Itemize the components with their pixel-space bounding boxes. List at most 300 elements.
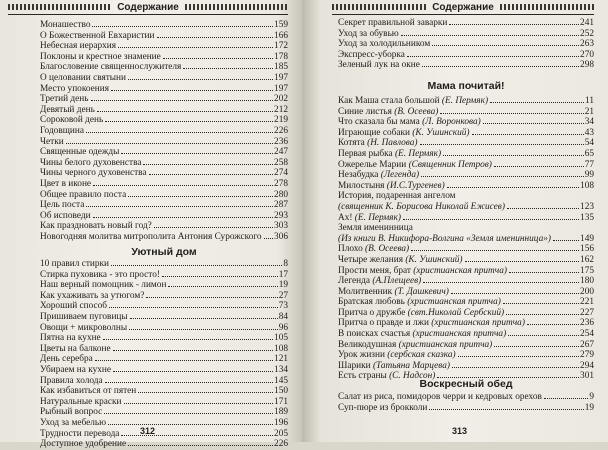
toc-page-number: 185 (274, 62, 288, 73)
toc-entry-author: (Е. Пермяк) (441, 96, 489, 106)
toc-page-number: 134 (274, 364, 288, 375)
section-title: Уютный дом (131, 246, 197, 258)
toc-page-number: 227 (580, 307, 594, 318)
toc-page-number: 280 (274, 189, 288, 200)
toc-entry-author: (Легенда) (380, 170, 420, 181)
dot-leader (451, 293, 579, 294)
toc-entry-title: Трудности перевода (40, 428, 120, 439)
toc-page-number: 226 (274, 125, 288, 136)
dot-leader (420, 144, 584, 145)
toc-entry (338, 350, 594, 361)
dot-leader (121, 153, 273, 154)
toc-page-number: 19 (278, 280, 288, 291)
toc-list (40, 20, 288, 242)
toc-entry (338, 202, 594, 213)
toc-entry (338, 39, 594, 50)
dot-leader (449, 24, 579, 25)
toc-entry (338, 191, 594, 202)
toc-page-number: 77 (584, 159, 594, 170)
toc-entry (40, 137, 288, 148)
toc-entry-title: Шарики (Татьяна Марцева) (338, 360, 451, 371)
toc-entry-title: Цветы на балконе (40, 343, 111, 354)
dot-leader (411, 250, 579, 251)
toc-entry (338, 160, 594, 171)
toc-page-number: 54 (584, 138, 594, 149)
toc-entry-title: Салат из риса, помидоров черри и кедровых орехов (338, 392, 542, 402)
toc-entry-title: Земля именинница (338, 223, 413, 234)
toc-entry-title: Как избавиться от пятен (40, 386, 137, 397)
dot-leader (544, 398, 588, 399)
toc-list (40, 259, 288, 450)
toc-entry (338, 297, 594, 308)
toc-page-number: 270 (580, 49, 594, 60)
right-page (302, 0, 608, 442)
toc-entry-author: (Татьяна Марцева) (372, 360, 451, 371)
toc-entry (338, 340, 594, 351)
toc-entry-title: Пятна на кухне (40, 333, 101, 344)
dot-leader (494, 166, 584, 167)
dot-leader (421, 176, 584, 177)
toc-entry-title: Третий день (40, 94, 89, 105)
toc-page-number: 99 (584, 170, 594, 181)
toc-entry (338, 244, 594, 255)
toc-entry-title: Монашество (40, 20, 91, 30)
dot-leader (104, 413, 273, 414)
toc-list (338, 18, 594, 71)
toc-entry (338, 60, 594, 71)
toc-page-number: 175 (580, 265, 594, 276)
toc-page-number: 17 (278, 269, 288, 280)
toc-page-number: 196 (274, 417, 288, 428)
dot-leader (494, 346, 579, 347)
toc-page-number: 197 (274, 83, 288, 94)
dot-leader (553, 240, 579, 241)
toc-entry-title: Плохо (В. Осеева) (338, 244, 410, 255)
dot-leader (429, 409, 583, 410)
toc-page-number: 96 (278, 322, 288, 333)
decorative-stripes (332, 4, 426, 10)
dot-leader (108, 424, 273, 425)
toc-entry (40, 270, 288, 281)
toc-entry (40, 147, 288, 158)
dot-leader (118, 47, 273, 48)
toc-entry (338, 361, 594, 372)
toc-entry (40, 376, 288, 387)
toc-entry (40, 41, 288, 52)
toc-entry-title: Незабудка (Легенда) (338, 170, 420, 181)
dot-leader (452, 367, 579, 368)
toc-entry-author: (священник К. Борисова Николай Ежисев) (338, 201, 505, 212)
toc-entry-title: Поклоны и крестное знамение (40, 51, 161, 62)
toc-entry-title: Уход за мебелью (40, 417, 107, 428)
dot-leader (113, 350, 273, 351)
toc-entry-title: Небесная иерархия (40, 41, 117, 52)
toc-entry (338, 149, 594, 160)
toc-entry (338, 18, 594, 29)
toc-entry-title: Цель поста (40, 200, 85, 211)
toc-page-number: 293 (274, 210, 288, 221)
toc-entry-title: Девятый день (40, 104, 95, 115)
dot-leader (407, 56, 579, 57)
dot-leader (162, 276, 278, 277)
dot-leader (105, 121, 273, 122)
running-head-title: Содержание (432, 1, 494, 13)
toc-entry-title: Наш верный помощник - лимон (40, 280, 167, 291)
toc-page-number: 156 (580, 244, 594, 255)
toc-entry (338, 308, 594, 319)
toc-entry-title: Как Маша стала большой (Е. Пермяк) (338, 96, 489, 106)
toc-entry-author: (христианская притча) (398, 339, 493, 350)
toc-page-number: 84 (278, 311, 288, 322)
toc-entry (40, 190, 288, 201)
dot-leader (86, 206, 273, 207)
toc-entry-author: (И.С.Тургенев) (386, 180, 445, 191)
running-head (8, 0, 288, 15)
toc-entry (40, 280, 288, 291)
toc-entry-title: Синие листья (В. Осеева) (338, 106, 439, 117)
dot-leader (401, 35, 579, 36)
toc-entry-title: Убираем на кухне (40, 364, 112, 375)
toc-entry (40, 397, 288, 408)
dot-leader (447, 187, 579, 188)
toc-entry (40, 232, 288, 243)
dot-leader (130, 318, 278, 319)
section-title: Воскресный обед (419, 378, 513, 390)
toc-page-number: 303 (274, 221, 288, 232)
toc-page-number: 236 (274, 136, 288, 147)
toc-entry-title: Урок жизни (сербская сказка) (338, 350, 456, 361)
toc-entry (40, 301, 288, 312)
toc-page-number: 121 (274, 354, 288, 365)
toc-entry (338, 213, 594, 224)
toc-entry-title: Общее правило поста (40, 189, 127, 200)
toc-entry-title: Новогодняя молитва митрополита Антония Сурожского (40, 231, 262, 242)
toc-entry (40, 62, 288, 73)
toc-entry-author: (свт.Николай Сербский) (407, 307, 505, 318)
toc-entry-title: Милостыня (И.С.Тургенев) (338, 180, 445, 191)
toc-entry-title: Притча о правде и лжи (христианская притча) (338, 318, 525, 329)
dot-leader (128, 445, 273, 446)
toc-page-number: 189 (274, 407, 288, 418)
toc-entry-author: (С. Надсон) (389, 371, 436, 382)
toc-entry-author: (А.Плещеев) (372, 276, 422, 287)
section-title: Мама почитай! (427, 80, 505, 92)
toc-entry (40, 52, 288, 63)
toc-entry-title: Четки (40, 136, 64, 147)
toc-page-number: 301 (580, 371, 594, 382)
toc-page-number: 19 (584, 402, 594, 413)
toc-entry (40, 211, 288, 222)
toc-entry (40, 291, 288, 302)
dot-leader (490, 102, 584, 103)
dot-leader (124, 403, 274, 404)
toc-entry-title: Как ухаживать за утюгом? (40, 290, 145, 301)
toc-page-number: 274 (274, 168, 288, 179)
toc-entry-title: Место упокоения (40, 83, 109, 94)
toc-entry (40, 126, 288, 137)
dot-leader (93, 217, 274, 218)
toc-page-number: 221 (580, 297, 594, 308)
toc-entry (40, 407, 288, 418)
running-head (332, 0, 594, 15)
toc-entry (338, 392, 594, 403)
toc-entry (338, 276, 594, 287)
toc-entry (338, 107, 594, 118)
toc-entry (338, 170, 594, 181)
toc-entry-author: (В. Осеева) (394, 106, 439, 117)
toc-entry-author: (сербская сказка) (387, 350, 456, 361)
toc-page-number: 172 (274, 41, 288, 52)
dot-leader (92, 26, 273, 27)
toc-entry-title: О целовании святыни (40, 72, 127, 83)
decorative-stripes (500, 4, 594, 10)
toc-page-number: 219 (274, 115, 288, 126)
toc-page-number: 123 (580, 201, 594, 212)
toc-entry (40, 354, 288, 365)
toc-entry-title: Хороший способ (40, 301, 107, 312)
toc-page-number: 149 (580, 233, 594, 244)
toc-page-number: 9 (589, 392, 594, 402)
toc-entry (338, 287, 594, 298)
toc-entry-author: (Е. Пермяк) (394, 148, 442, 159)
toc-page-number: 21 (584, 106, 594, 117)
toc-entry-title: Притча о дружбе (свт.Николай Сербский) (338, 307, 505, 318)
dot-leader (423, 282, 579, 283)
toc-page-number: 108 (580, 180, 594, 191)
dot-leader (509, 272, 579, 273)
toc-entry-author: (христианская притча) (407, 297, 501, 308)
toc-page-number: 298 (580, 60, 594, 71)
toc-entry (40, 386, 288, 397)
dot-leader (93, 185, 273, 186)
dot-leader (508, 335, 579, 336)
dot-leader (157, 37, 274, 38)
toc-page-number: 252 (580, 28, 594, 39)
dot-leader (443, 155, 584, 156)
toc-entry (40, 323, 288, 334)
toc-entry (40, 259, 288, 270)
dot-leader (146, 297, 277, 298)
toc-page-number: 65 (584, 148, 594, 159)
page-number: 312 (140, 426, 156, 436)
toc-entry-title: Чины белого духовенства (40, 157, 142, 168)
toc-page-number: 287 (274, 200, 288, 211)
toc-entry-author: (В. Осеева) (365, 244, 410, 255)
toc-page-number: 159 (274, 20, 288, 30)
toc-entry-title: Братская любовь (христианская притча) (338, 297, 501, 308)
toc-page-number: 178 (274, 51, 288, 62)
decorative-stripes (185, 4, 288, 10)
dot-leader (483, 123, 584, 124)
toc-entry-title: Ах! (Е. Пермяк) (338, 212, 401, 223)
toc-entry (338, 255, 594, 266)
toc-page-number: 162 (580, 254, 594, 265)
toc-page-number: 294 (580, 360, 594, 371)
toc-page-number: 254 (580, 329, 594, 340)
dot-leader (105, 382, 273, 383)
toc-page-number: 145 (274, 375, 288, 386)
toc-entry-title: Стирка пуховика - это просто! (40, 269, 160, 280)
toc-entry (40, 179, 288, 190)
toc-page-number: 212 (274, 104, 288, 115)
toc-page-number: 73 (278, 301, 288, 312)
toc-entry-title: Пришиваем пуговицы (40, 311, 128, 322)
dot-leader (403, 219, 579, 220)
toc-entry-title: Сороковой день (40, 115, 104, 126)
toc-entry (40, 73, 288, 84)
dot-leader (264, 238, 273, 239)
toc-entry-title: Секрет правильной заварки (338, 18, 448, 28)
toc-entry-title: Легенда (А.Плещеев) (338, 276, 422, 287)
dot-leader (91, 100, 274, 101)
left-page (0, 0, 302, 450)
toc-page-number: 236 (580, 318, 594, 329)
toc-entry (338, 403, 594, 414)
toc-entry-author: (К. Ушинский) (405, 254, 463, 265)
toc-entry-title: Есть страны (С. Надсон) (338, 371, 436, 382)
toc-entry-title: История, подаренная ангелом (338, 191, 456, 202)
toc-page-number: 202 (274, 94, 288, 105)
toc-entry-title: Котята (Н. Павлова) (338, 138, 418, 149)
toc-entry-title: Годовщина (40, 125, 84, 136)
toc-entry (40, 429, 288, 440)
toc-entry (40, 221, 288, 232)
toc-entry (40, 168, 288, 179)
toc-page-number: 205 (274, 428, 288, 439)
toc-entry-title: Цвет в иконе (40, 178, 92, 189)
toc-entry-title (338, 234, 551, 245)
toc-entry (40, 158, 288, 169)
toc-entry (40, 344, 288, 355)
dot-leader (507, 208, 579, 209)
toc-page-number: 197 (274, 72, 288, 83)
toc-page-number: 11 (585, 96, 594, 106)
toc-entry-title: Прости меня, брат (христианская притча) (338, 265, 507, 276)
toc-page-number: 263 (580, 39, 594, 50)
toc-entry (338, 329, 594, 340)
toc-entry-title (338, 202, 505, 213)
dot-leader (458, 356, 579, 357)
toc-entry (40, 94, 288, 105)
toc-entry (40, 418, 288, 429)
toc-page-number: 247 (274, 147, 288, 158)
decorative-stripes (8, 4, 111, 10)
toc-entry-title: Экспресс-уборка (338, 49, 405, 60)
toc-entry-author: (Н. Павлова) (367, 138, 418, 149)
dot-leader (432, 45, 579, 46)
dot-leader (129, 329, 278, 330)
toc-entry-author: (христианская притча) (412, 329, 507, 340)
dot-leader (95, 360, 273, 361)
toc-entry-title: Четыре желания (К. Ушинский) (338, 254, 463, 265)
toc-page-number: 150 (274, 386, 288, 397)
toc-entry-title: В поисках счастья (христианская притча) (338, 329, 507, 340)
toc-entry-author: (Священник Петров) (408, 159, 492, 170)
toc-entry (338, 117, 594, 128)
dot-leader (506, 314, 579, 315)
toc-entry (40, 20, 288, 31)
dot-leader (527, 324, 579, 325)
toc-page-number: 258 (274, 157, 288, 168)
toc-entry (40, 105, 288, 116)
toc-entry-title: Священные одежды (40, 147, 120, 158)
page-number: 313 (452, 426, 468, 436)
toc-entry (338, 181, 594, 192)
dot-leader (109, 307, 278, 308)
dot-leader (149, 174, 274, 175)
toc-entry (40, 84, 288, 95)
toc-page-number: 108 (274, 343, 288, 354)
toc-entry-title: Овощи + микроволны (40, 322, 128, 333)
toc-entry (338, 234, 594, 245)
dot-leader (103, 339, 273, 340)
toc-list (338, 96, 594, 382)
dot-leader (168, 286, 277, 287)
toc-page-number: 27 (278, 290, 288, 301)
toc-entry-author: (Л. Воронкова) (422, 117, 481, 128)
toc-entry-title: Суп-пюре из брокколи (338, 402, 428, 413)
toc-entry (40, 31, 288, 42)
toc-page-number: 267 (580, 339, 594, 350)
toc-page-number: 278 (274, 178, 288, 189)
toc-entry-author: (Из книги В. Никифора-Волгина «Земля именинница») (338, 233, 551, 244)
toc-entry (40, 439, 288, 450)
toc-entry-title: День серебра (40, 354, 93, 365)
toc-page-number: 8 (283, 259, 288, 269)
dot-leader (128, 79, 273, 80)
toc-entry (40, 200, 288, 211)
toc-entry-title: О Божественной Евхаристии (40, 30, 155, 41)
toc-page-number: 279 (580, 350, 594, 361)
toc-entry-title: Играющие собаки (К. Ушинский) (338, 127, 470, 138)
toc-entry (40, 365, 288, 376)
toc-page-number: 34 (584, 117, 594, 128)
dot-leader (472, 134, 584, 135)
dot-leader (113, 371, 273, 372)
dot-leader (97, 111, 273, 112)
toc-entry-title: Как праздновать новый год? (40, 221, 152, 232)
toc-entry (338, 138, 594, 149)
toc-entry-title: Натуральные краски (40, 396, 122, 407)
dot-leader (128, 196, 273, 197)
toc-entry-title: Первая рыбка (Е. Пермяк) (338, 148, 442, 159)
dot-leader (138, 392, 273, 393)
toc-entry (40, 333, 288, 344)
dot-leader (465, 261, 580, 262)
dot-leader (440, 113, 583, 114)
toc-page-number: 241 (580, 18, 594, 28)
toc-entry-author: (Т. Дашкевич) (394, 286, 449, 297)
dot-leader (66, 143, 273, 144)
toc-entry-title: Ожерелье Марии (Священник Петров) (338, 159, 492, 170)
toc-page-number: 180 (580, 276, 594, 287)
toc-entry-title: Об исповеди (40, 210, 91, 221)
toc-entry (338, 318, 594, 329)
running-head-title: Содержание (117, 1, 179, 13)
dot-leader (111, 90, 273, 91)
toc-entry (40, 115, 288, 126)
toc-entry-title: Что сказала бы мама (Л. Воронкова) (338, 117, 481, 128)
toc-entry (338, 266, 594, 277)
toc-page-number: 166 (274, 30, 288, 41)
dot-leader (163, 58, 273, 59)
toc-entry-author: (Е. Пермяк) (354, 212, 401, 223)
toc-entry-title: Доступное удобрение (40, 439, 127, 450)
toc-page-number: 306 (274, 231, 288, 242)
toc-entry-author: (христианская притча) (431, 318, 525, 329)
dot-leader (111, 265, 282, 266)
toc-entry-author: (К. Ушинский) (412, 127, 470, 138)
